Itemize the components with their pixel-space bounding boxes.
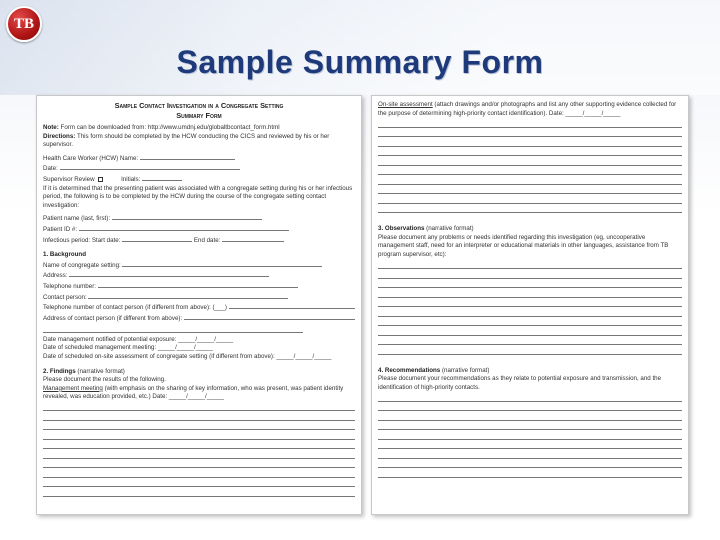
writing-line[interactable] <box>378 128 682 138</box>
slide-title: Sample Summary Form <box>176 44 544 80</box>
observations-heading-row: 3. Observations (narrative format) <box>378 225 474 233</box>
writing-line[interactable] <box>43 402 355 412</box>
infectious-period-field[interactable]: Infectious period: Start date: End date: <box>43 235 355 246</box>
recommendations-heading-row: 4. Recommendations (narrative format) <box>378 366 490 374</box>
background-field[interactable]: Address of contact person (if different from above): <box>43 313 355 324</box>
date-field-row[interactable]: Date of scheduled on-site assessment of congregate setting (if different from above): _____/_____/_____ <box>43 352 332 360</box>
writing-line[interactable] <box>378 118 682 128</box>
date-field-row[interactable]: Date of scheduled management meeting: _____/_____/_____ <box>43 344 213 352</box>
writing-line[interactable] <box>378 392 682 402</box>
onsite-lines[interactable] <box>378 118 682 213</box>
supervisor-review-row: Supervisor Review Initials: <box>43 174 355 185</box>
writing-line[interactable] <box>378 175 682 185</box>
findings-lines[interactable] <box>43 402 355 497</box>
findings-intro: Please document the results of the following. <box>43 376 166 384</box>
writing-line[interactable] <box>378 468 682 478</box>
writing-line[interactable] <box>378 411 682 421</box>
writing-line[interactable] <box>43 449 355 459</box>
form-note: Note: Form can be downloaded from: http://www.umdnj.edu/globaltbcontact_form.html <box>43 124 280 131</box>
background-fields <box>43 260 355 324</box>
background-field[interactable]: Contact person: <box>43 292 355 303</box>
writing-line[interactable] <box>378 298 682 308</box>
date-field[interactable]: Date: <box>43 163 355 174</box>
tb-logo-icon <box>6 6 42 42</box>
findings-heading-row: 2. Findings (narrative format) <box>43 367 125 375</box>
writing-line[interactable] <box>378 166 682 176</box>
recommendations-lines[interactable] <box>378 392 682 478</box>
observations-lines[interactable] <box>378 260 682 355</box>
writing-line[interactable] <box>43 487 355 497</box>
background-heading: 1. Background <box>43 251 86 259</box>
management-meeting-text: Management meeting (with emphasis on the sharing of key information, who was present, was patient identity revealed, was education provided, etc.) Date: _____/_____/_____ <box>43 384 344 401</box>
form-page-right <box>371 95 689 515</box>
writing-line[interactable] <box>43 478 355 488</box>
writing-line[interactable] <box>378 288 682 298</box>
writing-line[interactable] <box>378 449 682 459</box>
writing-line[interactable] <box>378 156 682 166</box>
recommendations-text: Please document your recommendations as they relate to potential exposure and transmission, and the identification of high-priority contacts. <box>378 375 662 391</box>
supervisor-review-checkbox[interactable] <box>98 177 103 182</box>
writing-line[interactable] <box>43 421 355 431</box>
form-page-left <box>36 95 362 515</box>
writing-line[interactable] <box>378 440 682 450</box>
writing-line[interactable] <box>378 279 682 289</box>
form-directions: Directions: This form should be completed by the HCW conducting the CICS and reviewed by his or her supervisor. <box>43 132 330 149</box>
writing-line[interactable] <box>378 147 682 157</box>
logo-text: TB <box>13 15 34 32</box>
form-heading: Sample Contact Investigation in a Congregate Setting <box>114 101 284 110</box>
writing-line[interactable] <box>43 468 355 478</box>
writing-line[interactable] <box>378 185 682 195</box>
date-field-row[interactable]: Date management notified of potential exposure: _____/_____/_____ <box>43 335 234 343</box>
writing-line[interactable] <box>378 459 682 469</box>
writing-line[interactable] <box>378 204 682 214</box>
form-subheading: Summary Form <box>176 111 222 120</box>
onsite-assessment-text: On-site assessment (attach drawings and/or photographs and list any other supporting evidence collected for the purpose of determining high-priority contact identification). Date: _____/_____/_____ <box>378 101 677 117</box>
background-field[interactable]: Telephone number: <box>43 281 355 292</box>
writing-line[interactable] <box>378 317 682 327</box>
date-fields <box>43 336 355 362</box>
writing-line[interactable] <box>378 260 682 270</box>
patient-id-field[interactable]: Patient ID #: <box>43 224 355 235</box>
writing-line[interactable] <box>378 269 682 279</box>
background-field[interactable]: Address: <box>43 270 355 281</box>
writing-line[interactable] <box>378 421 682 431</box>
writing-line[interactable] <box>378 430 682 440</box>
writing-line[interactable] <box>378 402 682 412</box>
patient-name-field[interactable]: Patient name (last, first): <box>43 213 355 224</box>
writing-line[interactable] <box>43 440 355 450</box>
writing-line[interactable] <box>378 336 682 346</box>
writing-line[interactable] <box>43 459 355 469</box>
writing-line[interactable] <box>378 137 682 147</box>
writing-line[interactable] <box>43 430 355 440</box>
hcw-name-field[interactable]: Health Care Worker (HCW) Name: <box>43 153 355 164</box>
observations-text: Please document any problems or needs identified regarding this investigation (eg, uncooperative management staff, need for an interpreter or educational materials in other languages, assistance from TB program supervisor, etc): <box>378 233 669 258</box>
writing-line[interactable] <box>378 307 682 317</box>
intro-text: If it is determined that the presenting patient was associated with a congregate setting during his or her infectious period, the following is to be completed by the HCW during the course of the congregate setting contact investigation: <box>43 184 353 209</box>
background-field[interactable]: Name of congregate setting: <box>43 260 355 271</box>
writing-line[interactable] <box>43 411 355 421</box>
writing-line[interactable] <box>378 345 682 355</box>
writing-line[interactable] <box>378 326 682 336</box>
writing-line[interactable] <box>378 194 682 204</box>
background-field[interactable]: Telephone number of contact person (if different from above): (___) <box>43 302 355 313</box>
